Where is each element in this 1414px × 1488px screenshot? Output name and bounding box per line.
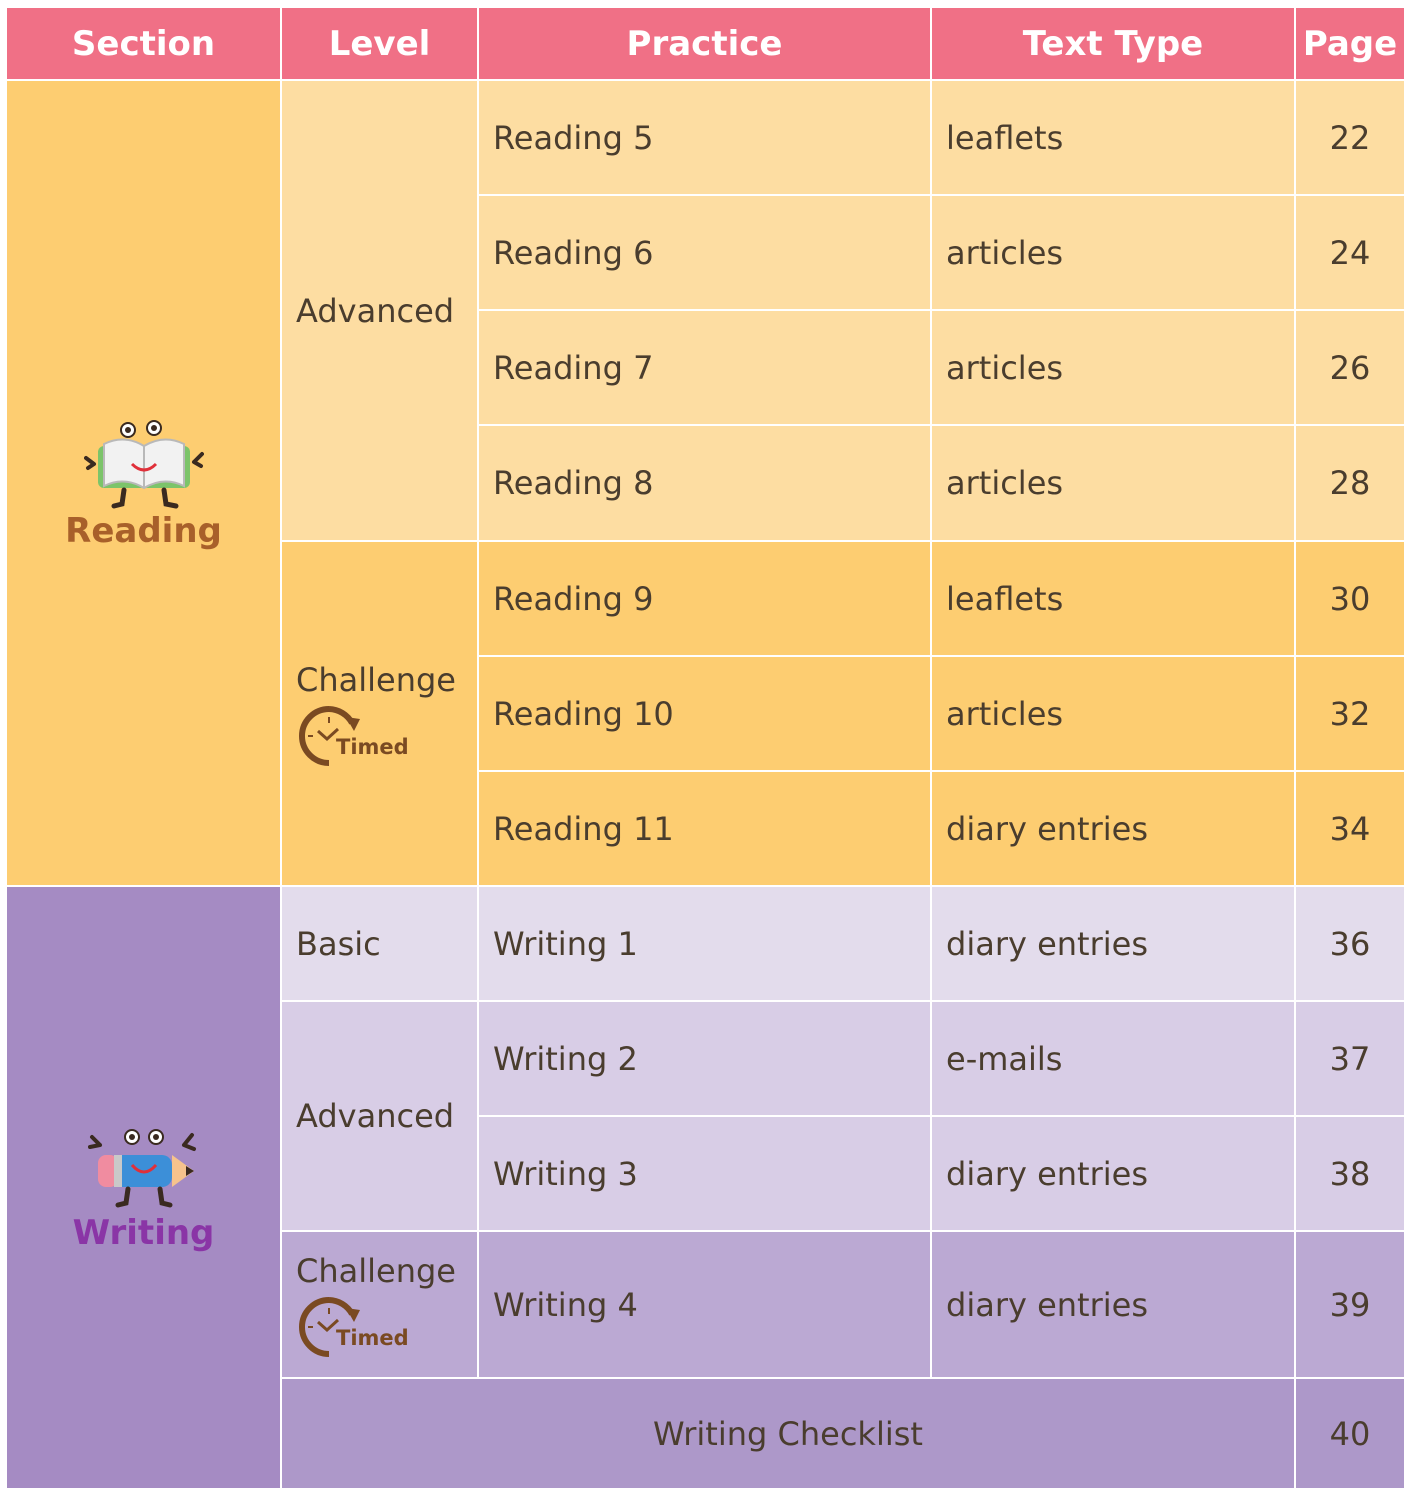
practice-cell: Writing 4 xyxy=(479,1232,930,1377)
text-type-cell: diary entries xyxy=(932,772,1294,885)
practice-cell: Writing 3 xyxy=(479,1117,930,1230)
level-advanced-reading: Advanced xyxy=(282,81,477,540)
text-type-cell: diary entries xyxy=(932,1117,1294,1230)
level-basic-writing: Basic xyxy=(282,887,477,1000)
header-practice: Practice xyxy=(479,8,930,79)
text-type-cell: articles xyxy=(932,196,1294,309)
practice-cell: Reading 5 xyxy=(479,81,930,194)
challenge-label: Challenge xyxy=(296,1251,456,1290)
timed-badge xyxy=(296,705,409,767)
practice-cell: Writing 1 xyxy=(479,887,930,1000)
writing-checklist-label: Writing Checklist xyxy=(282,1379,1294,1488)
timed-badge xyxy=(296,1296,409,1358)
writing-checklist-page: 40 xyxy=(1296,1379,1404,1488)
text-type-cell: articles xyxy=(932,657,1294,770)
text-type-cell: articles xyxy=(932,311,1294,424)
header-section: Section xyxy=(7,8,280,79)
practice-cell: Reading 9 xyxy=(479,542,930,655)
text-type-cell: diary entries xyxy=(932,887,1294,1000)
page-cell: 24 xyxy=(1296,196,1404,309)
page-cell: 34 xyxy=(1296,772,1404,885)
page-cell: 37 xyxy=(1296,1002,1404,1115)
text-type-cell: articles xyxy=(932,426,1294,540)
level-advanced-writing: Advanced xyxy=(282,1002,477,1230)
practice-cell: Reading 8 xyxy=(479,426,930,540)
timed-label: Timed xyxy=(336,1325,409,1350)
section-label-writing: Writing xyxy=(72,1212,215,1253)
page-cell: 22 xyxy=(1296,81,1404,194)
page-cell: 39 xyxy=(1296,1232,1404,1377)
page-cell: 32 xyxy=(1296,657,1404,770)
challenge-label: Challenge xyxy=(296,660,456,699)
section-writing xyxy=(7,887,280,1488)
text-type-cell: leaflets xyxy=(932,81,1294,194)
level-challenge-writing xyxy=(282,1232,477,1377)
page-cell: 28 xyxy=(1296,426,1404,540)
timed-label: Timed xyxy=(336,734,409,759)
text-type-cell: leaflets xyxy=(932,542,1294,655)
header-text-type: Text Type xyxy=(932,8,1294,79)
page-cell: 26 xyxy=(1296,311,1404,424)
practice-cell: Reading 6 xyxy=(479,196,930,309)
page-cell: 30 xyxy=(1296,542,1404,655)
text-type-cell: e-mails xyxy=(932,1002,1294,1115)
section-label-reading: Reading xyxy=(65,510,222,551)
level-challenge-reading xyxy=(282,542,477,885)
header-level: Level xyxy=(282,8,477,79)
pencil-mascot-icon xyxy=(84,1123,204,1213)
book-mascot-icon xyxy=(84,416,204,511)
section-reading xyxy=(7,81,280,885)
practice-cell: Reading 11 xyxy=(479,772,930,885)
text-type-cell: diary entries xyxy=(932,1232,1294,1377)
practice-cell: Reading 7 xyxy=(479,311,930,424)
practice-cell: Writing 2 xyxy=(479,1002,930,1115)
page-cell: 36 xyxy=(1296,887,1404,1000)
practice-cell: Reading 10 xyxy=(479,657,930,770)
page-cell: 38 xyxy=(1296,1117,1404,1230)
header-page: Page xyxy=(1296,8,1404,79)
